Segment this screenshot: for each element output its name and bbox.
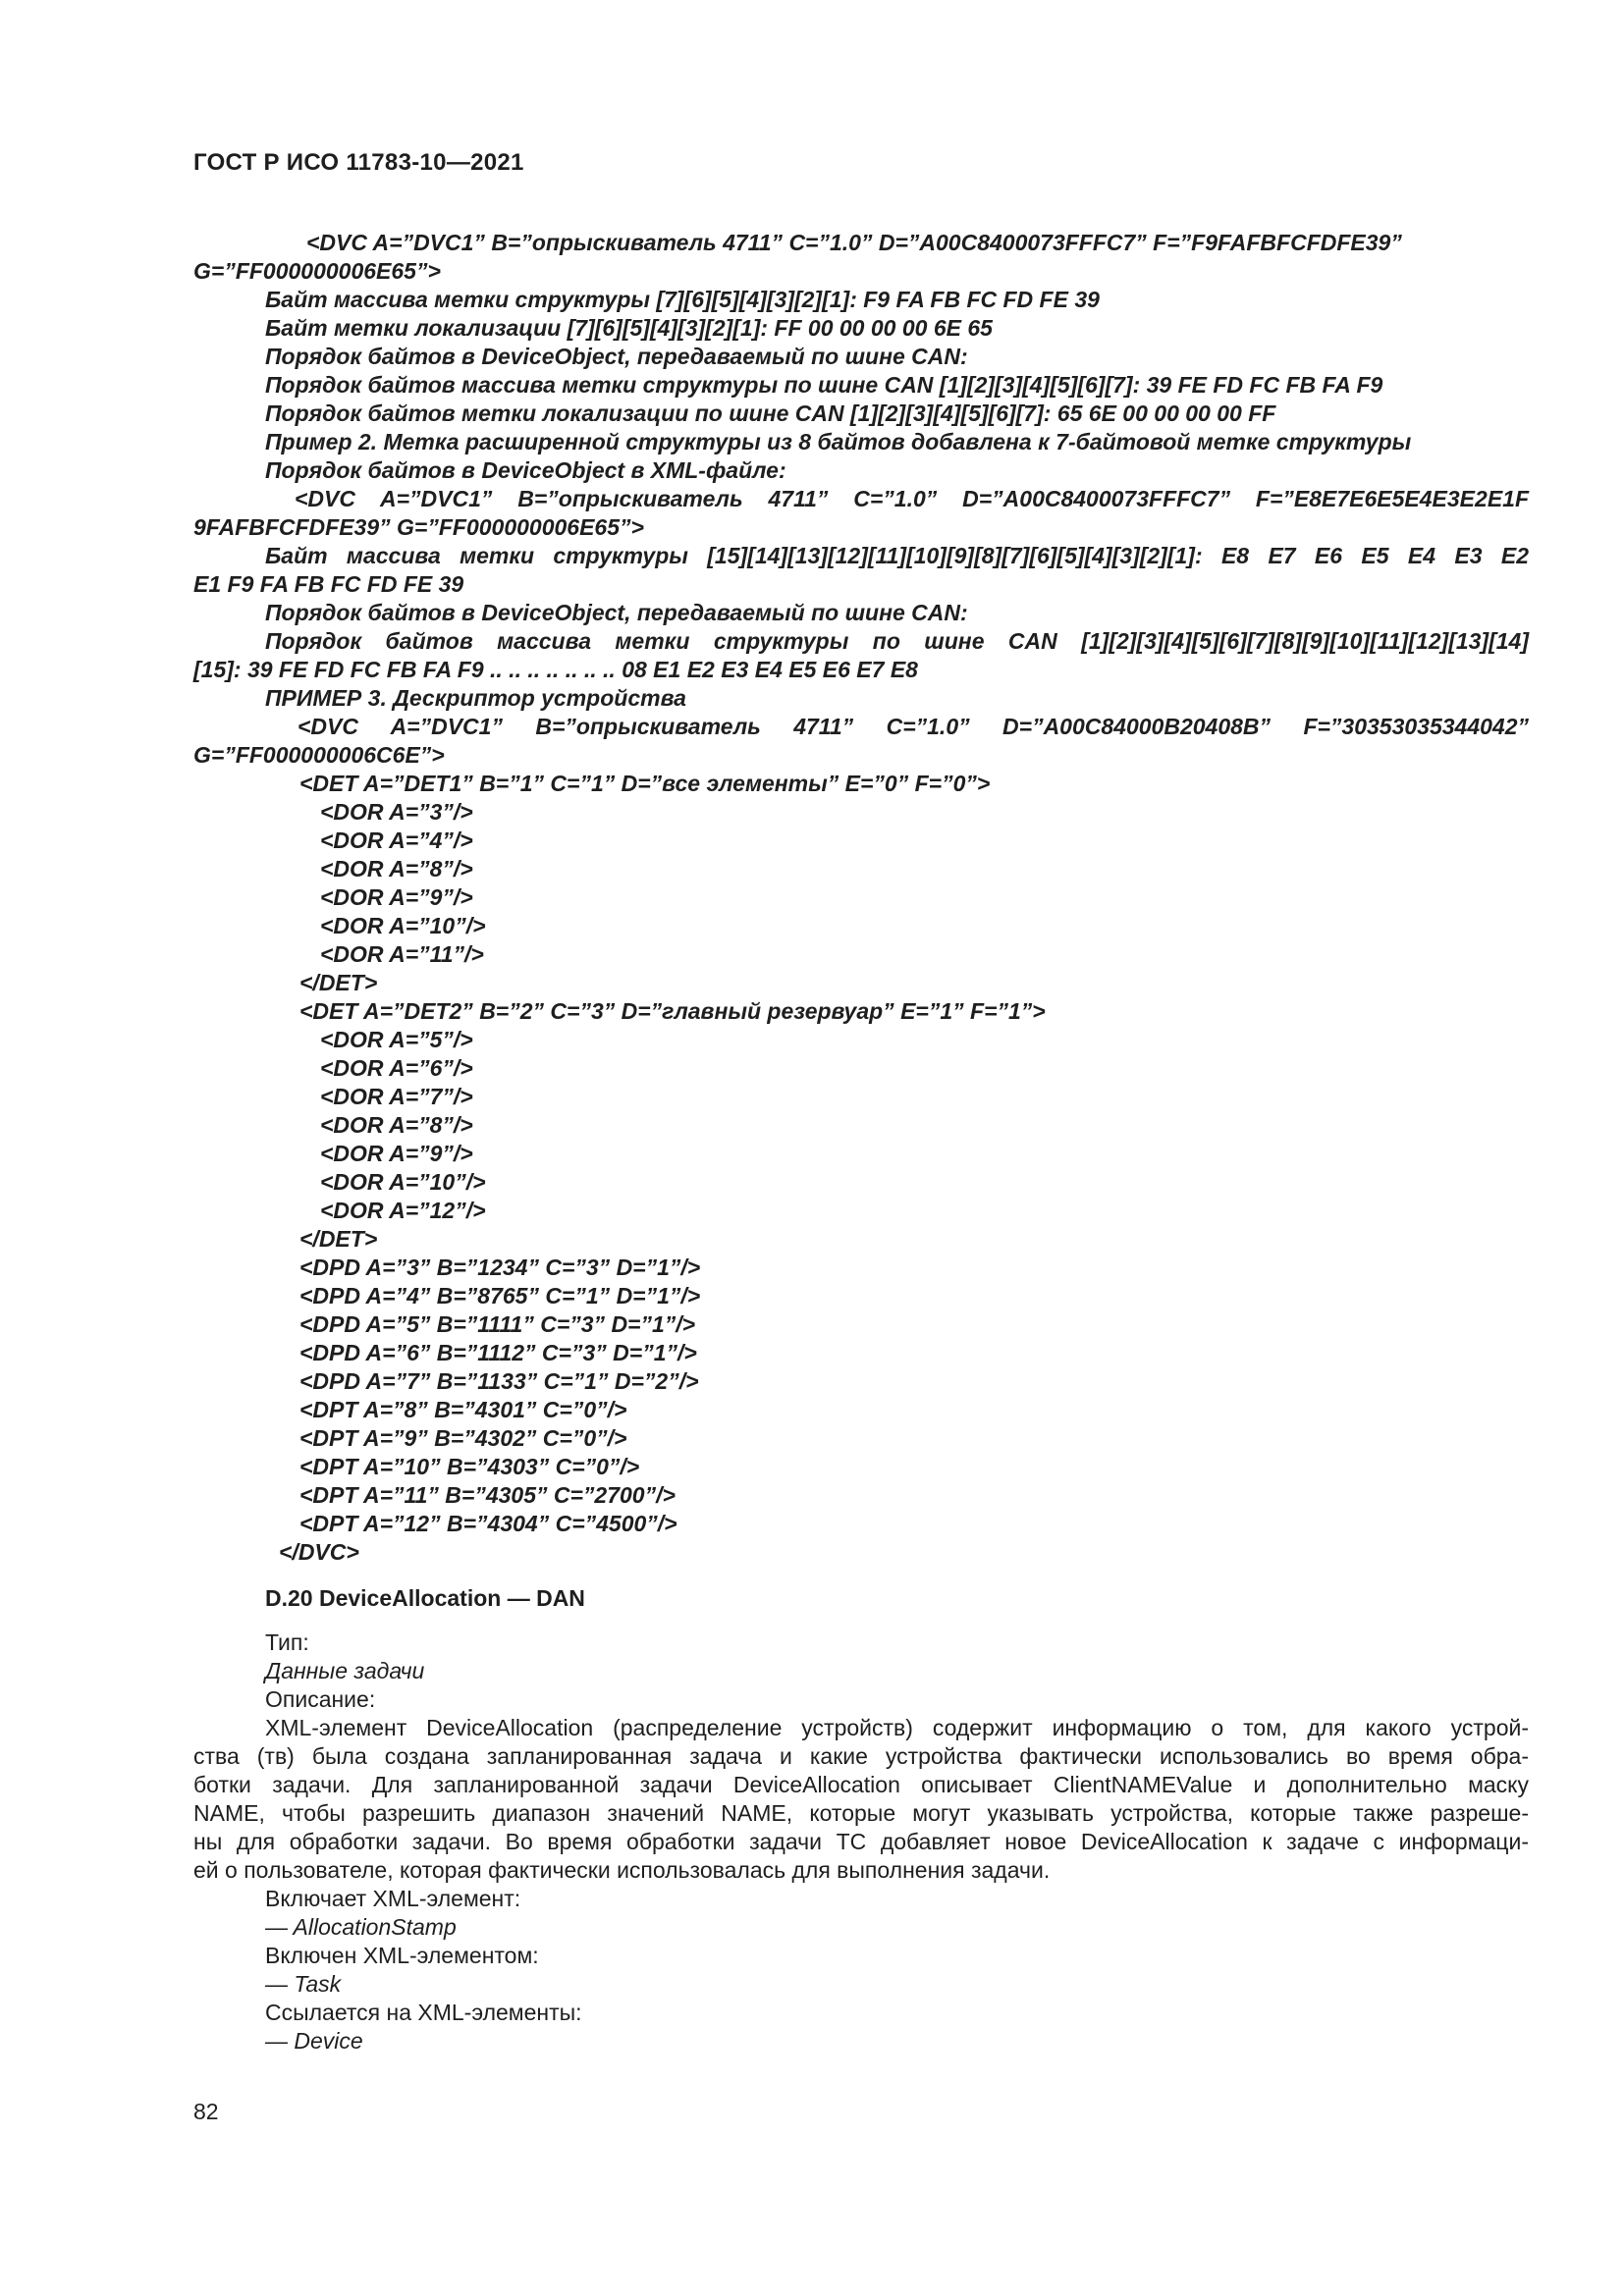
code-line: Байт массива метки структуры [15][14][13][12][11][10][9][8][7][6][5][4][3][2][1]: E8 E7 E6 E5 E4 E3 E2 (265, 543, 1529, 568)
code-line: <DOR A=”12”/> (320, 1198, 486, 1223)
description-line: ства (тв) была создана запланированная задача и какие устройства фактически использовались во время обра- (193, 1743, 1529, 1769)
code-line: <DPT A=”11” B=”4305” C=”2700”/> (299, 1482, 676, 1508)
code-line: <DPT A=”9” B=”4302” C=”0”/> (299, 1425, 627, 1451)
code-line: <DET A=”DET1” B=”1” C=”1” D=”все элементы” E=”0” F=”0”> (299, 771, 991, 796)
code-line: 9FAFBFCFDFE39” G=”FF000000006E65”> (193, 514, 644, 540)
code-line: <DVC A=”DVC1” B=”опрыскиватель 4711” C=”1.0” D=”A00C8400073FFFC7” F=”E8E7E6E5E4E3E2E1F (295, 486, 1529, 511)
code-line: <DOR A=”3”/> (320, 799, 473, 825)
code-line: G=”FF000000006C6E”> (193, 742, 445, 768)
includes-label: Включает XML-элемент: (265, 1886, 521, 1911)
code-line: <DPD A=”6” B=”1112” C=”3” D=”1”/> (299, 1340, 697, 1365)
code-line: <DVC A=”DVC1” B=”опрыскиватель 4711” C=”1.0” D=”A00C84000B20408B” F=”30353035344042” (298, 714, 1529, 739)
code-line: Порядок байтов массива метки структуры по шине CAN [1][2][3][4][5][6][7]: 39 FE FD FC FB FA F9 (265, 372, 1383, 398)
code-line: <DOR A=”9”/> (320, 884, 473, 910)
code-line: <DOR A=”7”/> (320, 1084, 473, 1109)
code-line: <DOR A=”8”/> (320, 1112, 473, 1138)
code-line: <DPD A=”4” B=”8765” C=”1” D=”1”/> (299, 1283, 701, 1308)
code-line: <DVC A=”DVC1” B=”опрыскиватель 4711” C=”1.0” D=”A00C8400073FFFC7” F=”F9FAFBFCFDFE39” (306, 230, 1402, 255)
example-2-title: Пример 2. Метка расширенной структуры из 8 байтов добавлена к 7-байтовой метке структуры (265, 429, 1412, 454)
code-line: <DPD A=”3” B=”1234” C=”3” D=”1”/> (299, 1255, 701, 1280)
code-line: <DOR A=”5”/> (320, 1027, 473, 1052)
code-line: Порядок байтов в DeviceObject, передаваемый по шине CAN: (265, 344, 968, 369)
code-line: </DET> (299, 1226, 378, 1252)
code-line: <DOR A=”8”/> (320, 856, 473, 881)
includes-item: — AllocationStamp (265, 1914, 457, 1940)
type-label: Тип: (265, 1629, 309, 1655)
description-label: Описание: (265, 1686, 376, 1712)
code-line: </DET> (299, 970, 378, 995)
code-line: Порядок байтов метки локализации по шине CAN [1][2][3][4][5][6][7]: 65 6E 00 00 00 00 FF (265, 400, 1276, 426)
code-line: Порядок байтов в DeviceObject, передаваемый по шине CAN: (265, 600, 968, 625)
code-line: <DOR A=”10”/> (320, 1169, 486, 1195)
section-heading: D.20 DeviceAllocation — DAN (265, 1585, 585, 1611)
code-line: Байт массива метки структуры [7][6][5][4][3][2][1]: F9 FA FB FC FD FE 39 (265, 287, 1100, 312)
description-line: XML-элемент DeviceAllocation (распределение устройств) содержит информацию о том, для какого устрой- (265, 1715, 1529, 1740)
example-3-title: ПРИМЕР 3. Дескриптор устройства (265, 685, 686, 711)
code-line: <DPT A=”12” B=”4304” C=”4500”/> (299, 1511, 677, 1536)
references-item: — Device (265, 2028, 363, 2054)
code-line: E1 F9 FA FB FC FD FE 39 (193, 571, 464, 597)
included-by-label: Включен XML-элементом: (265, 1943, 539, 1968)
code-line: <DOR A=”4”/> (320, 828, 473, 853)
page-number: 82 (193, 2099, 219, 2124)
code-line: <DPD A=”7” B=”1133” C=”1” D=”2”/> (299, 1368, 699, 1394)
code-line: [15]: 39 FE FD FC FB FA F9 .. .. .. .. .. .. .. 08 E1 E2 E3 E4 E5 E6 E7 E8 (193, 657, 918, 682)
code-line: Порядок байтов массива метки структуры по шине CAN [1][2][3][4][5][6][7][8][9][10][11][12][13][14] (265, 628, 1529, 654)
type-value: Данные задачи (265, 1658, 425, 1683)
document-header: ГОСТ Р ИСО 11783-10—2021 (193, 149, 524, 176)
code-line: <DOR A=”6”/> (320, 1055, 473, 1081)
code-line: G=”FF000000006E65”> (193, 258, 441, 284)
code-line: <DOR A=”9”/> (320, 1141, 473, 1166)
included-by-item: — Task (265, 1971, 342, 1997)
code-line: <DET A=”DET2” B=”2” C=”3” D=”главный резервуар” E=”1” F=”1”> (299, 998, 1046, 1024)
description-line: ны для обработки задачи. Во время обработки задачи TC добавляет новое DeviceAllocation к задаче с информаци- (193, 1829, 1529, 1854)
code-line: <DOR A=”10”/> (320, 913, 486, 938)
code-line: </DVC> (279, 1539, 359, 1565)
description-line: NAME, чтобы разрешить диапазон значений NAME, которые могут указывать устройства, которые также разреше- (193, 1800, 1529, 1826)
references-label: Ссылается на XML-элементы: (265, 2000, 582, 2025)
description-line: ботки задачи. Для запланированной задачи DeviceAllocation описывает ClientNAMEValue и дополнительно маску (193, 1772, 1529, 1797)
code-line: <DOR A=”11”/> (320, 941, 484, 967)
code-line: <DPT A=”10” B=”4303” C=”0”/> (299, 1454, 640, 1479)
code-line: <DPD A=”5” B=”1111” C=”3” D=”1”/> (299, 1311, 696, 1337)
code-line: Порядок байтов в DeviceObject в XML-файле: (265, 457, 786, 483)
description-line: ей о пользователе, которая фактически использовалась для выполнения задачи. (193, 1857, 1051, 1883)
code-line: <DPT A=”8” B=”4301” C=”0”/> (299, 1397, 627, 1422)
code-line: Байт метки локализации [7][6][5][4][3][2][1]: FF 00 00 00 00 6E 65 (265, 315, 993, 341)
